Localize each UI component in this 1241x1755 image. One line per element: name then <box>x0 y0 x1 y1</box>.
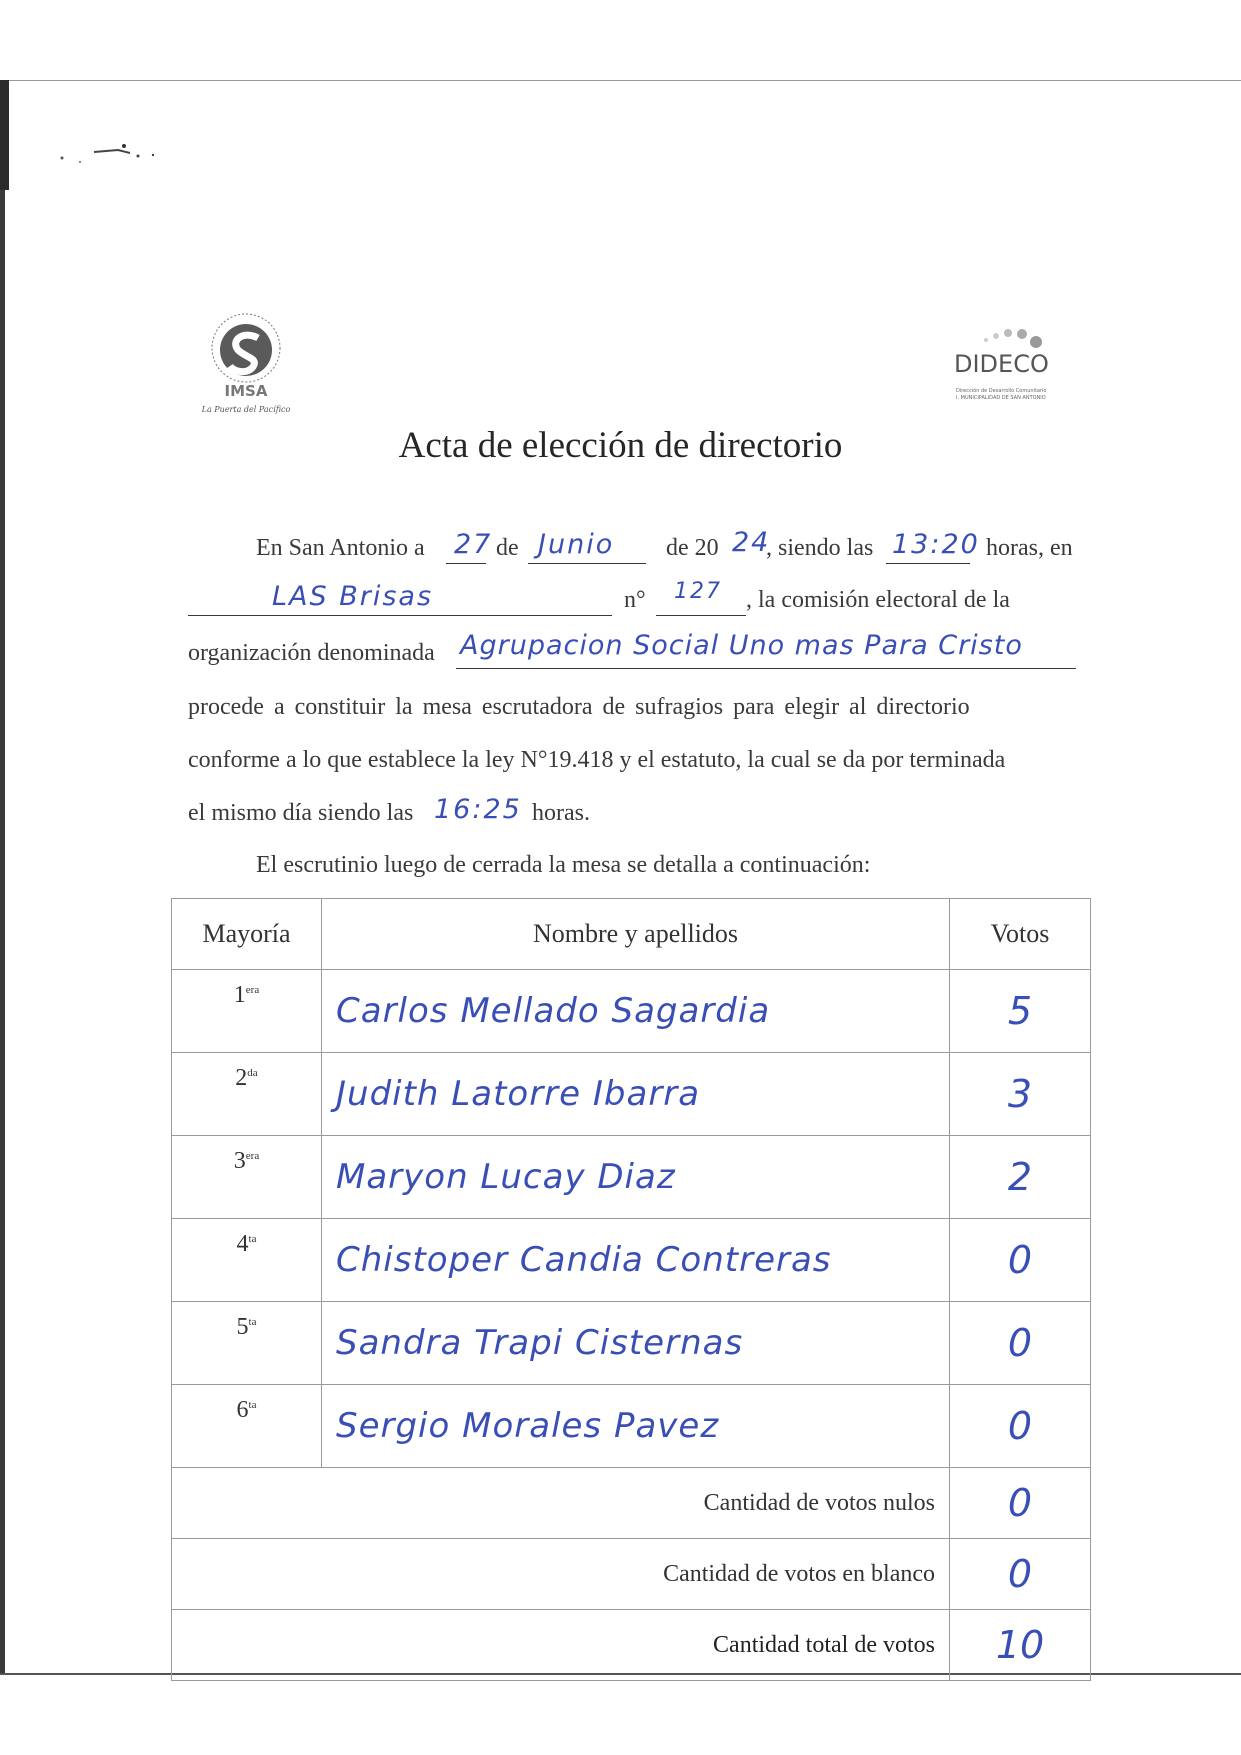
candidate-name: Sandra Trapi Cisternas <box>322 1302 950 1385</box>
rank-cell: $6^{ta}$ <box>172 1385 322 1468</box>
candidate-name: Maryon Lucay Diaz <box>322 1136 950 1219</box>
text: el mismo día siendo las <box>188 800 414 826</box>
text: organización denominada <box>188 640 435 666</box>
handwritten-end-time: 16:25 <box>434 794 522 825</box>
body-line-1 <box>188 527 1080 575</box>
header-votes: Votos <box>950 899 1091 970</box>
body-line-6 <box>188 794 1080 840</box>
dideco-subtitle-2: I. MUNICIPALIDAD DE SAN ANTONIO <box>956 395 1046 401</box>
candidate-votes: 3 <box>950 1053 1091 1136</box>
scan-specks <box>58 138 158 168</box>
body-line-5 <box>188 747 1080 787</box>
text: de 20 <box>666 535 719 561</box>
imsa-brand: IMSA <box>224 382 268 400</box>
candidate-votes: 5 <box>950 970 1091 1053</box>
text: En San Antonio a <box>256 535 425 561</box>
candidate-name: Judith Latorre Ibarra <box>322 1053 950 1136</box>
handwritten-organization: Agrupacion Social Uno mas Para Cristo <box>460 630 1023 661</box>
table-row <box>172 1219 1091 1302</box>
text: , siendo las <box>766 535 874 561</box>
nulos-row <box>172 1468 1091 1539</box>
body-line-7 <box>188 852 1080 892</box>
header-name: Nombre y apellidos <box>322 899 950 970</box>
dideco-logo <box>950 322 1075 412</box>
rank-cell: $3^{era}$ <box>172 1136 322 1219</box>
total-label: Cantidad total de votos <box>172 1610 950 1681</box>
table-row <box>172 1136 1091 1219</box>
table-header-row <box>172 899 1091 970</box>
dideco-subtitle-1: Dirección de Desarrollo Comunitario <box>956 388 1047 394</box>
rank-cell: $5^{ta}$ <box>172 1302 322 1385</box>
candidate-votes: 0 <box>950 1385 1091 1468</box>
rank-cell: $4^{ta}$ <box>172 1219 322 1302</box>
handwritten-day: 27 <box>454 529 493 560</box>
imsa-logo <box>186 308 306 418</box>
body-line-2 <box>188 579 1080 627</box>
dideco-brand: DIDECO <box>954 350 1049 378</box>
vote-table <box>171 898 1090 1667</box>
text: El escrutinio luego de cerrada la mesa se detalla a continuación: <box>256 852 871 878</box>
text: n° <box>624 587 646 613</box>
blanco-value: 0 <box>950 1539 1091 1610</box>
text: horas. <box>532 800 590 826</box>
table-row <box>172 1302 1091 1385</box>
scan-edge-left-line <box>0 190 5 1675</box>
candidate-name: Chistoper Candia Contreras <box>322 1219 950 1302</box>
handwritten-start-time: 13:20 <box>892 529 980 560</box>
rank-cell: $1^{era}$ <box>172 970 322 1053</box>
handwritten-month: Junio <box>538 529 615 560</box>
nulos-value: 0 <box>950 1468 1091 1539</box>
text: , la comisión electoral de la <box>746 587 1010 613</box>
nulos-label: Cantidad de votos nulos <box>172 1468 950 1539</box>
text: procede a constituir la mesa escrutadora de sufragios para elegir al directorio <box>188 694 970 720</box>
document-title: Acta de elección de directorio <box>398 425 843 466</box>
scan-edge-top <box>0 80 1241 81</box>
rank-cell: $2^{da}$ <box>172 1053 322 1136</box>
text: de <box>496 535 519 561</box>
blanco-row <box>172 1539 1091 1610</box>
candidate-name: Carlos Mellado Sagardia <box>322 970 950 1053</box>
handwritten-street: LAS Brisas <box>272 581 434 612</box>
candidate-name: Sergio Morales Pavez <box>322 1385 950 1468</box>
candidate-votes: 0 <box>950 1219 1091 1302</box>
candidate-votes: 2 <box>950 1136 1091 1219</box>
table-row <box>172 1053 1091 1136</box>
text: horas, en <box>986 535 1073 561</box>
handwritten-number: 127 <box>674 579 722 604</box>
text: conforme a lo que establece la ley N°19.418 y el estatuto, la cual se da por terminada <box>188 747 1006 773</box>
table-row <box>172 1385 1091 1468</box>
blanco-label: Cantidad de votos en blanco <box>172 1539 950 1610</box>
header-rank: Mayoría <box>172 899 322 970</box>
handwritten-year: 24 <box>732 527 771 558</box>
body-line-4 <box>188 694 1080 734</box>
candidate-votes: 0 <box>950 1302 1091 1385</box>
imsa-tagline: La Puerta del Pacífico <box>201 405 291 414</box>
table-row <box>172 970 1091 1053</box>
total-value: 10 <box>950 1610 1091 1681</box>
scan-edge-left <box>0 80 9 190</box>
total-row <box>172 1610 1091 1681</box>
body-line-3 <box>188 630 1080 680</box>
